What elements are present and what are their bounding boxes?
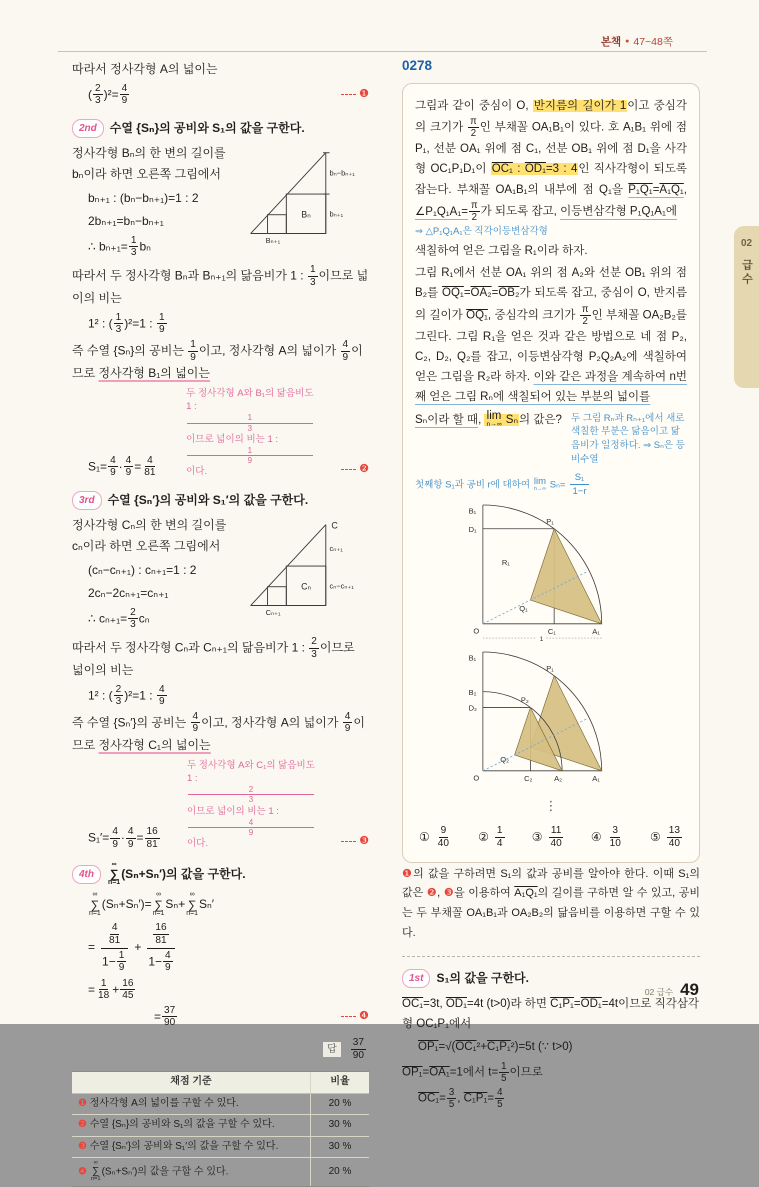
problem-figure-1 <box>467 505 635 646</box>
step-2-heading <box>72 118 369 139</box>
label-cn1: cₙ₊₁ <box>329 544 343 554</box>
blue-side-note: 두 그림 Rₙ과 Rₙ₊₁에서 새로 색칠한 부분은 닮음이고 닮음비가 일정하다. ⇒ Sₙ은 등비수열 <box>571 412 685 465</box>
circled-number-2: ❷ <box>359 462 369 475</box>
triangle-sketch-C <box>245 517 369 617</box>
step-3-badge: 3rd <box>72 491 102 510</box>
criterion-4: ❹ ∞ ∑ n=1 (Sₙ+Sₙ′)의 값을 구할 수 있다. <box>72 1158 311 1187</box>
criterion-2-rate: 30 % <box>311 1115 370 1137</box>
hypotenuse-line <box>251 153 326 234</box>
fig2-label-P1: P₁ <box>546 663 554 673</box>
pink-note-C <box>187 759 315 851</box>
square-Bn1 <box>268 215 287 234</box>
equation-row-s1-prime <box>72 759 369 851</box>
equation-b2: 2bₙ₊₁=bₙ−bₙ₊₁ <box>88 214 164 229</box>
choice-2 <box>478 825 505 849</box>
step-3-setup: 정사각형 Cₙ의 한 변의 길이를 cₙ이라 하면 오른쪽 그림에서 <box>72 518 227 553</box>
fig1-label-P1: P₁ <box>546 516 554 526</box>
scoring-header-criteria: 채점 기준 <box>72 1072 311 1094</box>
problem-paragraph-1b: 색칠하여 얻은 그림을 R₁이라 하자. <box>415 244 588 257</box>
fig1-label-radius-1: 1 <box>539 635 544 643</box>
step-2-title: 수열 {Sₙ}의 공비와 S₁의 값을 구한다. <box>109 120 305 135</box>
equation-c3: ∴ cₙ₊₁= $\frac{2}{3}$ cₙ <box>88 606 150 631</box>
label-cn-minus: cₙ−cₙ₊₁ <box>329 581 354 591</box>
dashed-arrow-icon <box>341 1016 356 1017</box>
equation-s1-prime: S₁′= $\frac{4}{9}$ · $\frac{4}{9}$ = $\frac{16}{81}$ <box>88 826 158 850</box>
problem-paragraph-1: 그림과 같이 중심이 O, 반지름의 길이가 1이고 중심각의 크기가 $\frac{\pi}{2}$ 인 부채꼴 OA₁B₁이 있다. 호 A₁B₁ 위에 점 P₁, 선분 OA₁ 위에 점 C₁, 선분 OB₁ 위에 점 D₁을 사각형 OC₁P₁D₁이 OC₁ : OD₁=3 : 4인 직사각형이 되도록 잡는다. 부채꼴 OA₁B₁의 내부에 점 Q₁을 P₁Q₁=A₁Q₁, ∠P₁Q₁A₁= $\frac{\pi}{2}$ 가 되도록 잡고, 이등변삼각형 P₁Q₁A₁에 <box>415 99 688 223</box>
choice-1-value: $\frac{9}{40}$ <box>437 825 449 849</box>
fig1-label-R1: R₁ <box>501 557 510 567</box>
label-square-Bn1: Bₙ₊₁ <box>265 236 281 246</box>
solution-line-4: OC₁= $\frac{3}{5}$ , C₁P₁= $\frac{4}{5}$ <box>418 1086 503 1110</box>
choice-5 <box>650 825 683 849</box>
equation-b1: bₙ₊₁ : (bₙ−bₙ₊₁)=1 : 2 <box>88 190 199 205</box>
label-square-Bn: Bₙ <box>301 209 311 220</box>
choice-4-value: $\frac{3}{10}$ <box>609 825 621 849</box>
step-3-title: 수열 {Sₙ′}의 공비와 S₁′의 값을 구한다. <box>107 492 309 507</box>
fig1-label-D1: D₁ <box>468 524 477 534</box>
choice-3 <box>532 825 565 849</box>
step-mark-1 <box>341 85 369 104</box>
equation-b3: ∴ bₙ₊₁= $\frac{1}{3}$ bₙ <box>88 234 151 259</box>
scoring-row <box>72 1158 369 1187</box>
page-header <box>601 34 673 49</box>
header-dot-icon: ● <box>625 38 630 45</box>
equation-c2: 2cₙ−2cₙ₊₁=cₙ₊₁ <box>88 586 169 601</box>
fig1-label-B1: B₁ <box>468 506 477 516</box>
equation-b-ratio: 1² : ( $\frac{1}{3}$ )²=1 : $\frac{1}{9}$ <box>88 311 165 336</box>
page-footer <box>645 980 699 1000</box>
choice-4-number: ④ <box>590 829 602 844</box>
scoring-header-rate: 비율 <box>311 1072 370 1094</box>
step-2-badge: 2nd <box>72 119 104 138</box>
choice-2-value: $\frac{1}{4}$ <box>496 825 503 849</box>
vertical-ellipsis: ⋮ <box>544 797 558 813</box>
step-mark-2 <box>341 460 369 479</box>
fig2-label-D2: D₂ <box>468 703 477 713</box>
criterion-3-rate: 30 % <box>311 1136 370 1158</box>
criterion-1-rate: 20 % <box>311 1093 370 1115</box>
fig2-label-A1: A₁ <box>592 773 600 783</box>
equation-c-ratio: 1² : ( $\frac{2}{3}$ )²=1 : $\frac{4}{9}$ <box>88 683 165 708</box>
equation-row-s1 <box>72 387 369 479</box>
fig1-label-A1: A₁ <box>592 626 600 636</box>
scoring-row <box>72 1093 369 1115</box>
strategy-guide: ❶의 값을 구하려면 S₁의 값과 공비를 알아야 한다. 이때 S₁의 값은 ❷, ❸을 이용하여 A₁Q₁의 길이를 구하면 알 수 있고, 공비는 두 부채꼴 OA₁B₁과 OA₂B₂의 닮음비를 이용하면 구할 수 있다. <box>402 867 700 939</box>
equation-s1: S₁= $\frac{4}{9}$ · $\frac{4}{9}$ = $\frac{4}{81}$ <box>88 454 156 479</box>
label-bn-minus: bₙ−bₙ₊₁ <box>329 168 355 178</box>
pink-note-line: 두 정사각형 A와 C₁의 닮음비도 <box>186 759 315 771</box>
step-mark-3 <box>341 832 369 851</box>
choice-5-number: ⑤ <box>650 829 661 844</box>
scoring-table <box>72 1071 369 1187</box>
fig2-label-A2: A₂ <box>554 773 563 783</box>
step-3-conclusion: 즉 수열 {Sₙ′}의 공비는 $\frac{4}{9}$ 이고, 정사각형 A의 넓이가 $\frac{4}{9}$ 이므로 정사각형 C₁의 넓이는 <box>72 710 365 753</box>
question-line: Sₙ이라 할 때, lim n→∞ Sₙ의 값은? <box>415 409 562 429</box>
scoring-row <box>72 1115 369 1137</box>
dashed-arrow-icon <box>341 841 356 842</box>
label-C-apex: C <box>331 520 338 531</box>
header-page-range: 47~48쪽 <box>633 36 673 48</box>
header-book-label: 본책 <box>600 36 622 48</box>
question-row <box>415 410 687 469</box>
step-3-block <box>72 515 369 634</box>
step-1-title: S₁의 값을 구한다. <box>436 970 529 985</box>
choice-2-number: ② <box>478 829 489 844</box>
step-3-heading <box>72 490 369 511</box>
equation-sum-2: = $\frac{4}{81}$ 1− $\frac{1}{9}$ + $\frac{16}{81}$ 1− $\frac{4}{9}$ <box>72 921 369 974</box>
right-column <box>402 54 700 1113</box>
step-4-heading <box>72 862 369 888</box>
equation-area: ( $\frac{2}{3}$ )²= $\frac{4}{9}$ <box>88 82 128 107</box>
step-mark-4 <box>341 1007 369 1026</box>
step-2-conclusion: 즉 수열 {Sₙ}의 공비는 $\frac{1}{9}$ 이고, 정사각형 A의 넓이가 $\frac{4}{9}$ 이므로 정사각형 B₁의 넓이는 <box>72 339 363 381</box>
answer-row <box>72 1037 367 1061</box>
criterion-3: ❸ 수열 {Sₙ′}의 공비와 S₁′의 값을 구할 수 있다. <box>72 1136 311 1158</box>
equation-row-area <box>72 83 369 107</box>
fig2-label-O: O <box>473 772 480 782</box>
step-2-block <box>72 143 369 262</box>
footer-page-number: 49 <box>680 980 699 999</box>
fig2-label-Q2: Q₂ <box>500 754 510 764</box>
chapter-number: 02 <box>740 238 753 249</box>
choice-1-number: ① <box>419 829 430 844</box>
choice-1 <box>419 825 452 849</box>
problem-number: 0278 <box>402 58 433 73</box>
square-Cn1 <box>268 587 287 606</box>
problem-paragraph-2: 그림 R₁에서 선분 OA₁ 위의 점 A₂와 선분 OB₁ 위의 점 B₂를 OQ₁=OA₂=OB₂가 되도록 잡고, 중심이 O, 반지름의 길이가 OQ₁, 중심각의 크기가 $\frac{\pi}{2}$ 인 부채꼴 OA₂B₂를 그린다. 그림 R₁을 얻은 것과 같은 방법으로 네 점 P₂, C₂, D₂, Q₂를 잡고, 이등변삼각형 P₂Q₂A₂에 색칠하여 얻은 그림을 R₂라 하자. 이와 같은 과정을 계속하여 n번째 얻은 그림 Rₙ에 색칠되어 있는 부분의 넓이를 <box>415 267 688 404</box>
step-2-setup: 정사각형 Bₙ의 한 변의 길이를 bₙ이라 하면 오른쪽 그림에서 <box>72 146 226 182</box>
fig1-label-O: O <box>473 625 480 635</box>
label-square-Cn: Cₙ <box>301 581 312 592</box>
chapter-title: 급수 <box>740 259 753 287</box>
criterion-1: ❶ 정사각형 A의 넓이를 구할 수 있다. <box>72 1093 311 1115</box>
dashed-arrow-icon <box>341 469 356 470</box>
blue-limit-formula-note: 첫째항 S₁과 공비 r에 대하여 lim n→∞ Sₙ= $\frac{\text{S₁}}{1-r}$ <box>415 471 635 499</box>
criterion-2: ❷ 수열 {Sₙ}의 공비와 S₁의 값을 구할 수 있다. <box>72 1115 311 1137</box>
solution-intro: 따라서 정사각형 A의 넓이는 <box>72 62 218 76</box>
hypotenuse-line <box>251 525 326 606</box>
left-column <box>72 57 369 1187</box>
chapter-side-tab <box>734 226 759 388</box>
circled-number-4: ❹ <box>359 1010 369 1023</box>
fig2-label-B2: B₂ <box>468 687 477 697</box>
fig2-label-B1: B₁ <box>468 653 477 663</box>
dashed-separator <box>402 956 700 957</box>
fig1-label-Q1: Q₁ <box>519 603 528 613</box>
step-4-badge: 4th <box>72 865 101 884</box>
step-2-similarity: 따라서 두 정사각형 Bₙ과 Bₙ₊₁의 닮음비가 1 : $\frac{1}{3}$ 이므로 넓이의 비는 <box>72 264 369 306</box>
label-bn1: bₙ₊₁ <box>329 210 344 220</box>
fig2-label-C2: C₂ <box>524 773 533 783</box>
problem-box <box>402 83 700 863</box>
answer-label: 답 <box>322 1041 342 1058</box>
solution-line-2: OP₁=√(OC₁²+C₁P₁²)=5t (∵ t>0) <box>418 1041 573 1054</box>
triangle-sketch-B <box>245 145 369 245</box>
header-rule <box>58 51 707 52</box>
equation-c1: (cₙ−cₙ₊₁) : cₙ₊₁=1 : 2 <box>88 562 197 577</box>
pink-note-line: 1 : 1 3 이므로 넓이의 비는 1 : 1 9 이다. <box>186 400 313 479</box>
choice-5-value: $\frac{13}{40}$ <box>668 825 680 849</box>
equation-sum-1: ∞ ∑ n=1 (Sₙ+Sₙ′)= ∞ ∑ n=1 Sₙ+ ∞ ∑ n=1 Sₙ′ <box>89 891 215 918</box>
step-3-similarity: 따라서 두 정사각형 Cₙ과 Cₙ₊₁의 닮음비가 1 : $\frac{2}{3}$ 이므로 넓이의 비는 <box>72 635 355 678</box>
shaded-triangle-P1Q1A1 <box>530 528 601 623</box>
equation-row-sum-4 <box>72 1005 369 1029</box>
equation-sum-4: = $\frac{37}{90}$ <box>154 1004 176 1029</box>
solution-line-3: OP₁=OA₁=1에서 t= $\frac{1}{5}$ 이므로 <box>402 1060 543 1084</box>
scoring-row <box>72 1136 369 1158</box>
choice-4 <box>591 825 624 849</box>
pink-note-B <box>186 387 313 479</box>
footer-section-label: 02 급수 <box>644 987 674 997</box>
fig1-label-C1: C₁ <box>547 626 556 636</box>
answer-value: $\frac{37}{90}$ <box>352 1036 364 1061</box>
equation-sum-3: = $\frac{1}{18}$ + $\frac{16}{45}$ <box>88 977 134 1002</box>
blue-annotation-triangle: ⇒ △P₁Q₁A₁은 직각이등변삼각형 <box>415 226 548 238</box>
pink-note-line: 1 : 2 3 이므로 넓이의 비는 1 : 4 9 이다. <box>187 772 315 851</box>
choice-3-value: $\frac{11}{40}$ <box>550 825 562 849</box>
label-square-Cn1: Cₙ₊₁ <box>265 608 281 618</box>
fig2-label-P2: P₂ <box>520 695 529 705</box>
step-1-badge: 1st <box>402 969 430 989</box>
circled-number-3: ❸ <box>359 834 369 847</box>
criterion-4-rate: 20 % <box>311 1158 370 1187</box>
scoring-header-row <box>72 1072 369 1094</box>
solution-line-1: OC₁=3t, OD₁=4t (t>0)라 하면 C₁P₁=OD₁=4t이므로 직각삼각형 OC₁P₁에서 <box>402 997 700 1031</box>
circled-number-1: ❶ <box>359 88 369 101</box>
problem-figure-2 <box>467 652 635 793</box>
dashed-arrow-icon <box>341 94 356 95</box>
step-4-title: ∞ ∑ n=1 (Sₙ+Sₙ′)의 값을 구한다. <box>108 860 246 887</box>
pink-note-line: 두 정사각형 A와 B₁의 닮음비도 <box>186 387 314 399</box>
choice-3-number: ③ <box>531 829 543 844</box>
answer-choices <box>415 821 687 849</box>
